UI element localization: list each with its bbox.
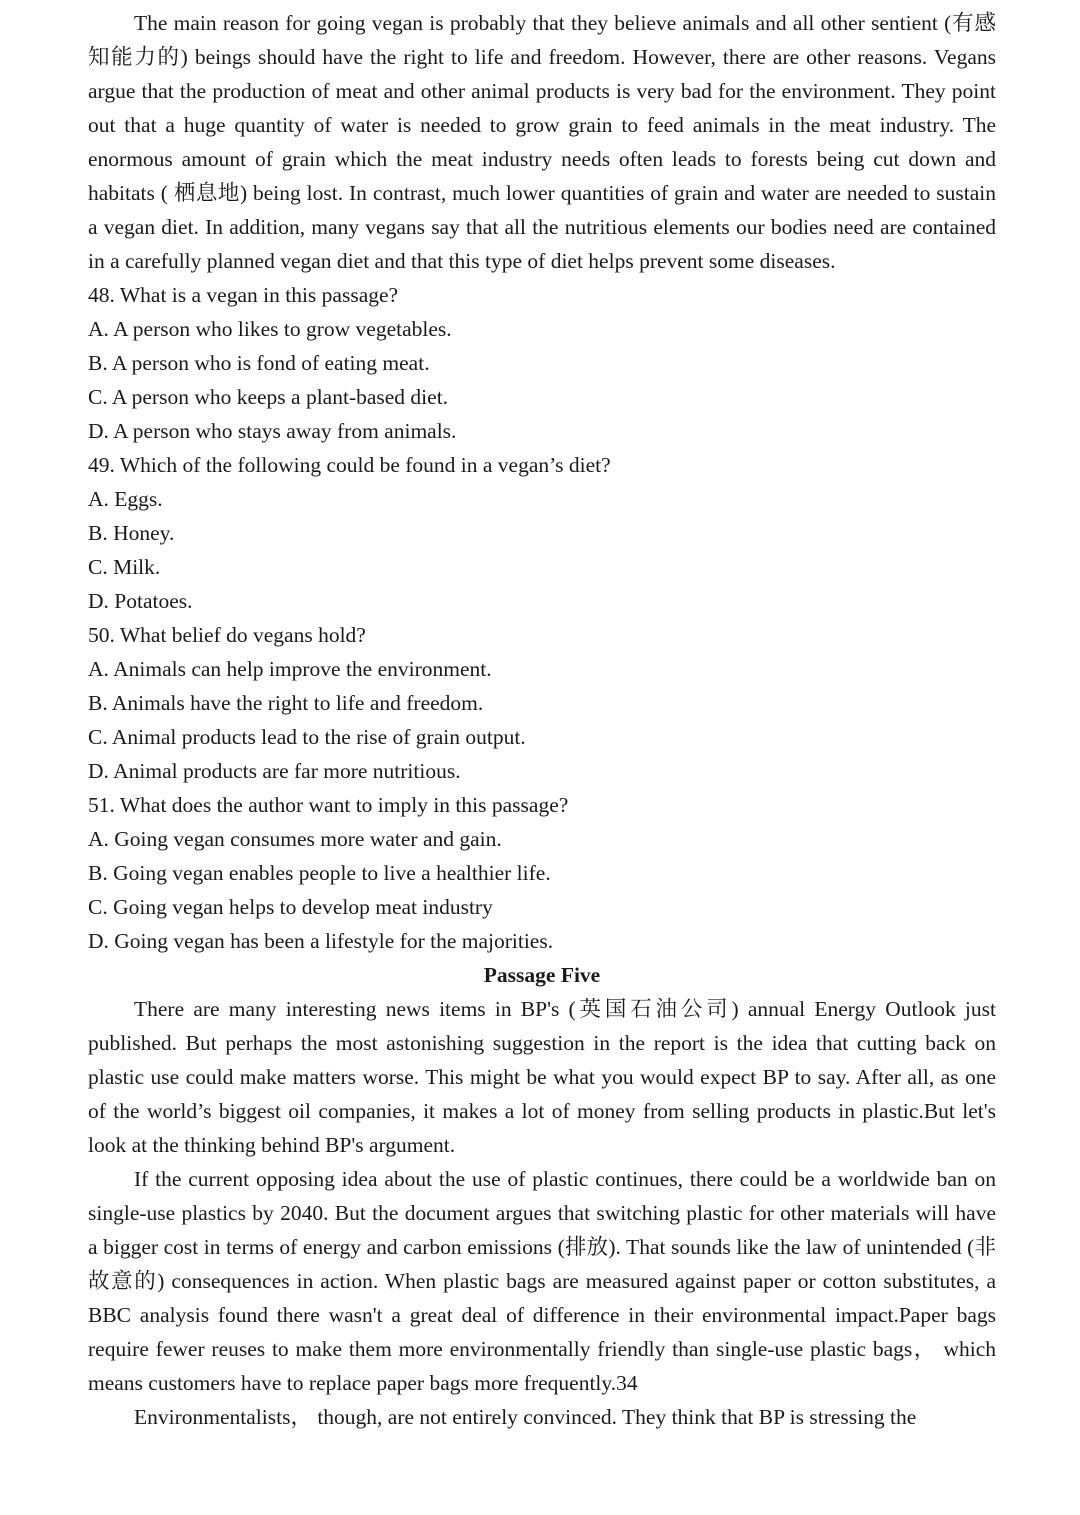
question-stem: 49. Which of the following could be found in a vegan’s diet?	[88, 453, 611, 477]
question-option: C. A person who keeps a plant-based diet.	[88, 385, 449, 409]
question-option: A. Eggs.	[88, 487, 163, 511]
question-stem: 51. What does the author want to imply in this passage?	[88, 793, 569, 817]
passage-four-paragraph: The main reason for going vegan is probably that they believe animals and all other sentient (有感知能力的) beings should have the right to life and freedom. However, there are other reasons. Vegans argue that the production of meat and other animal products is very bad for the environment. They point out that a huge quantity of water is needed to grow grain to feed animals in the meat industry. The enormous amount of grain which the meat industry needs often leads to forests being cut down and habitats ( 栖息地) being lost. In contrast, much lower quantities of grain and water are needed to sustain a vegan diet. In addition, many vegans say that all the nutritious elements our bodies need are contained in a carefully planned vegan diet and that this type of diet helps prevent some diseases.	[88, 11, 996, 273]
passage-five-paragraph-3: Environmentalists， though, are not entirely convinced. They think that BP is stressing the	[134, 1405, 917, 1429]
question-stem: 50. What belief do vegans hold?	[88, 623, 366, 647]
question-50	[88, 618, 996, 788]
question-option: C. Milk.	[88, 555, 161, 579]
question-option: A. A person who likes to grow vegetables.	[88, 317, 452, 341]
question-stem: 48. What is a vegan in this passage?	[88, 283, 399, 307]
question-option: D. Going vegan has been a lifestyle for the majorities.	[88, 929, 554, 953]
question-option: D. Animal products are far more nutritious.	[88, 759, 461, 783]
question-49	[88, 448, 996, 618]
question-option: B. Animals have the right to life and freedom.	[88, 691, 484, 715]
passage-five-paragraph-1: There are many interesting news items in BP's (英国石油公司) annual Energy Outlook just published. But perhaps the most astonishing suggestion in the report is the idea that cutting back on plastic use could make matters worse. This might be what you would expect BP to say. After all, as one of the world’s biggest oil companies, it makes a lot of money from selling products in plastic.But let's look at the thinking behind BP's argument.	[88, 997, 996, 1157]
question-option: B. Honey.	[88, 521, 175, 545]
question-option: B. A person who is fond of eating meat.	[88, 351, 430, 375]
question-option: A. Going vegan consumes more water and gain.	[88, 827, 502, 851]
question-option: C. Going vegan helps to develop meat industry	[88, 895, 493, 919]
question-48	[88, 278, 996, 448]
question-option: C. Animal products lead to the rise of grain output.	[88, 725, 526, 749]
question-option: A. Animals can help improve the environment.	[88, 657, 492, 681]
passage-five-title: Passage Five	[483, 963, 601, 987]
document-content	[88, 6, 996, 1434]
question-option: B. Going vegan enables people to live a healthier life.	[88, 861, 551, 885]
passage-five-paragraph-2: If the current opposing idea about the use of plastic continues, there could be a worldwide ban on single-use plastics by 2040. But the document argues that switching plastic for other materials will have a bigger cost in terms of energy and carbon emissions (排放). That sounds like the law of unintended (非故意的) consequences in action. When plastic bags are measured against paper or cotton substitutes, a BBC analysis found there wasn't a great deal of difference in their environmental impact.Paper bags require fewer reuses to make them more environmentally friendly than single-use plastic bags， which means customers have to replace paper bags more frequently.34	[88, 1167, 996, 1395]
question-option: D. A person who stays away from animals.	[88, 419, 457, 443]
question-51	[88, 788, 996, 958]
question-option: D. Potatoes.	[88, 589, 193, 613]
